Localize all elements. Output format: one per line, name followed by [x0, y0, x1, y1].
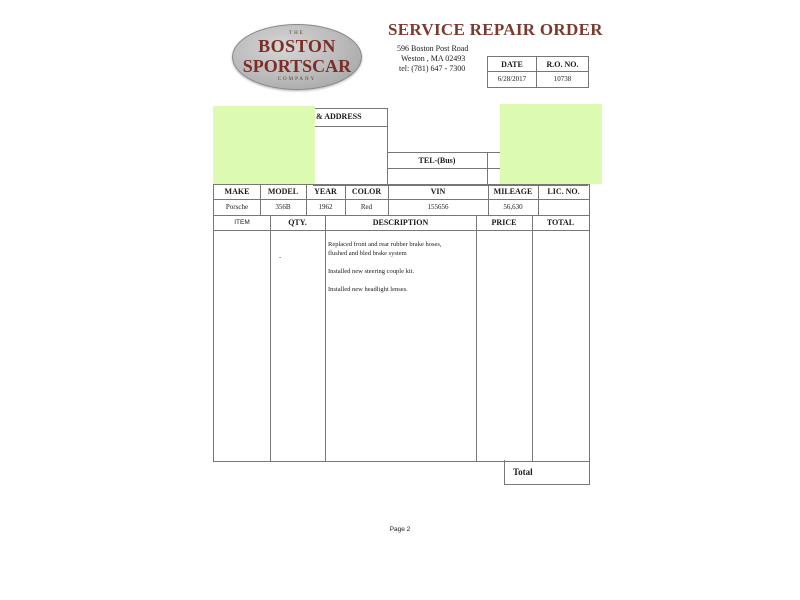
total-header: TOTAL: [546, 218, 575, 227]
logo-company-text: COMPANY: [277, 77, 317, 82]
mileage-header: MILEAGE: [493, 187, 533, 196]
address-phone: tel: (781) 647 - 7300: [399, 64, 466, 73]
document-title: SERVICE REPAIR ORDER: [388, 20, 603, 39]
vehicle-table: [213, 184, 590, 216]
logo-sportscar-text: SPORTSCAR: [242, 56, 352, 76]
year-header: YEAR: [314, 187, 337, 196]
year-value: 1962: [318, 203, 333, 211]
make-header: MAKE: [224, 187, 250, 196]
qty-header: QTY.: [288, 218, 307, 227]
address-city: Weston , MA 02493: [401, 54, 466, 63]
vin-value: 155656: [427, 203, 449, 211]
mileage-value: 56,630: [503, 203, 523, 211]
description-line: Replaced front and rear rubber brake hoses,: [328, 241, 442, 248]
item-header: ITEM: [234, 219, 250, 226]
description-line: flushed and bled brake system: [328, 250, 407, 257]
total-label: Total: [513, 467, 533, 477]
date-label: DATE: [501, 60, 523, 69]
ro-number-value: 10738: [553, 75, 572, 83]
logo-the-text: THE: [289, 31, 305, 36]
address-street: 596 Boston Post Road: [397, 44, 469, 53]
model-header: MODEL: [267, 187, 299, 196]
price-header: PRICE: [491, 218, 517, 227]
order-info-table: [487, 56, 589, 88]
color-header: COLOR: [351, 187, 382, 196]
color-value: Red: [360, 203, 373, 211]
redaction-block-name: [213, 106, 315, 184]
description-line: Installed new headlight lenses.: [328, 286, 408, 293]
license-header: LIC. NO.: [547, 187, 580, 196]
items-table: [213, 215, 590, 462]
ro-number-label: R.O. NO.: [546, 60, 579, 69]
tel-bus-label: TEL-(Bus): [418, 156, 456, 165]
description-line: Installed new steering couple kit.: [328, 268, 415, 275]
make-value: Porsche: [225, 203, 249, 211]
name-address-label: & ADDRESS: [316, 112, 362, 121]
redaction-block-phone: [500, 104, 602, 184]
qty-mark: -: [279, 254, 282, 261]
total-box: [504, 460, 590, 485]
description-header: DESCRIPTION: [372, 218, 429, 227]
logo-boston-text: BOSTON: [258, 36, 336, 56]
vin-header: VIN: [430, 187, 446, 196]
date-value: 6/28/2017: [497, 75, 527, 83]
model-value: 356B: [275, 203, 291, 211]
company-logo: [232, 24, 362, 90]
page-number: Page 2: [389, 526, 411, 533]
